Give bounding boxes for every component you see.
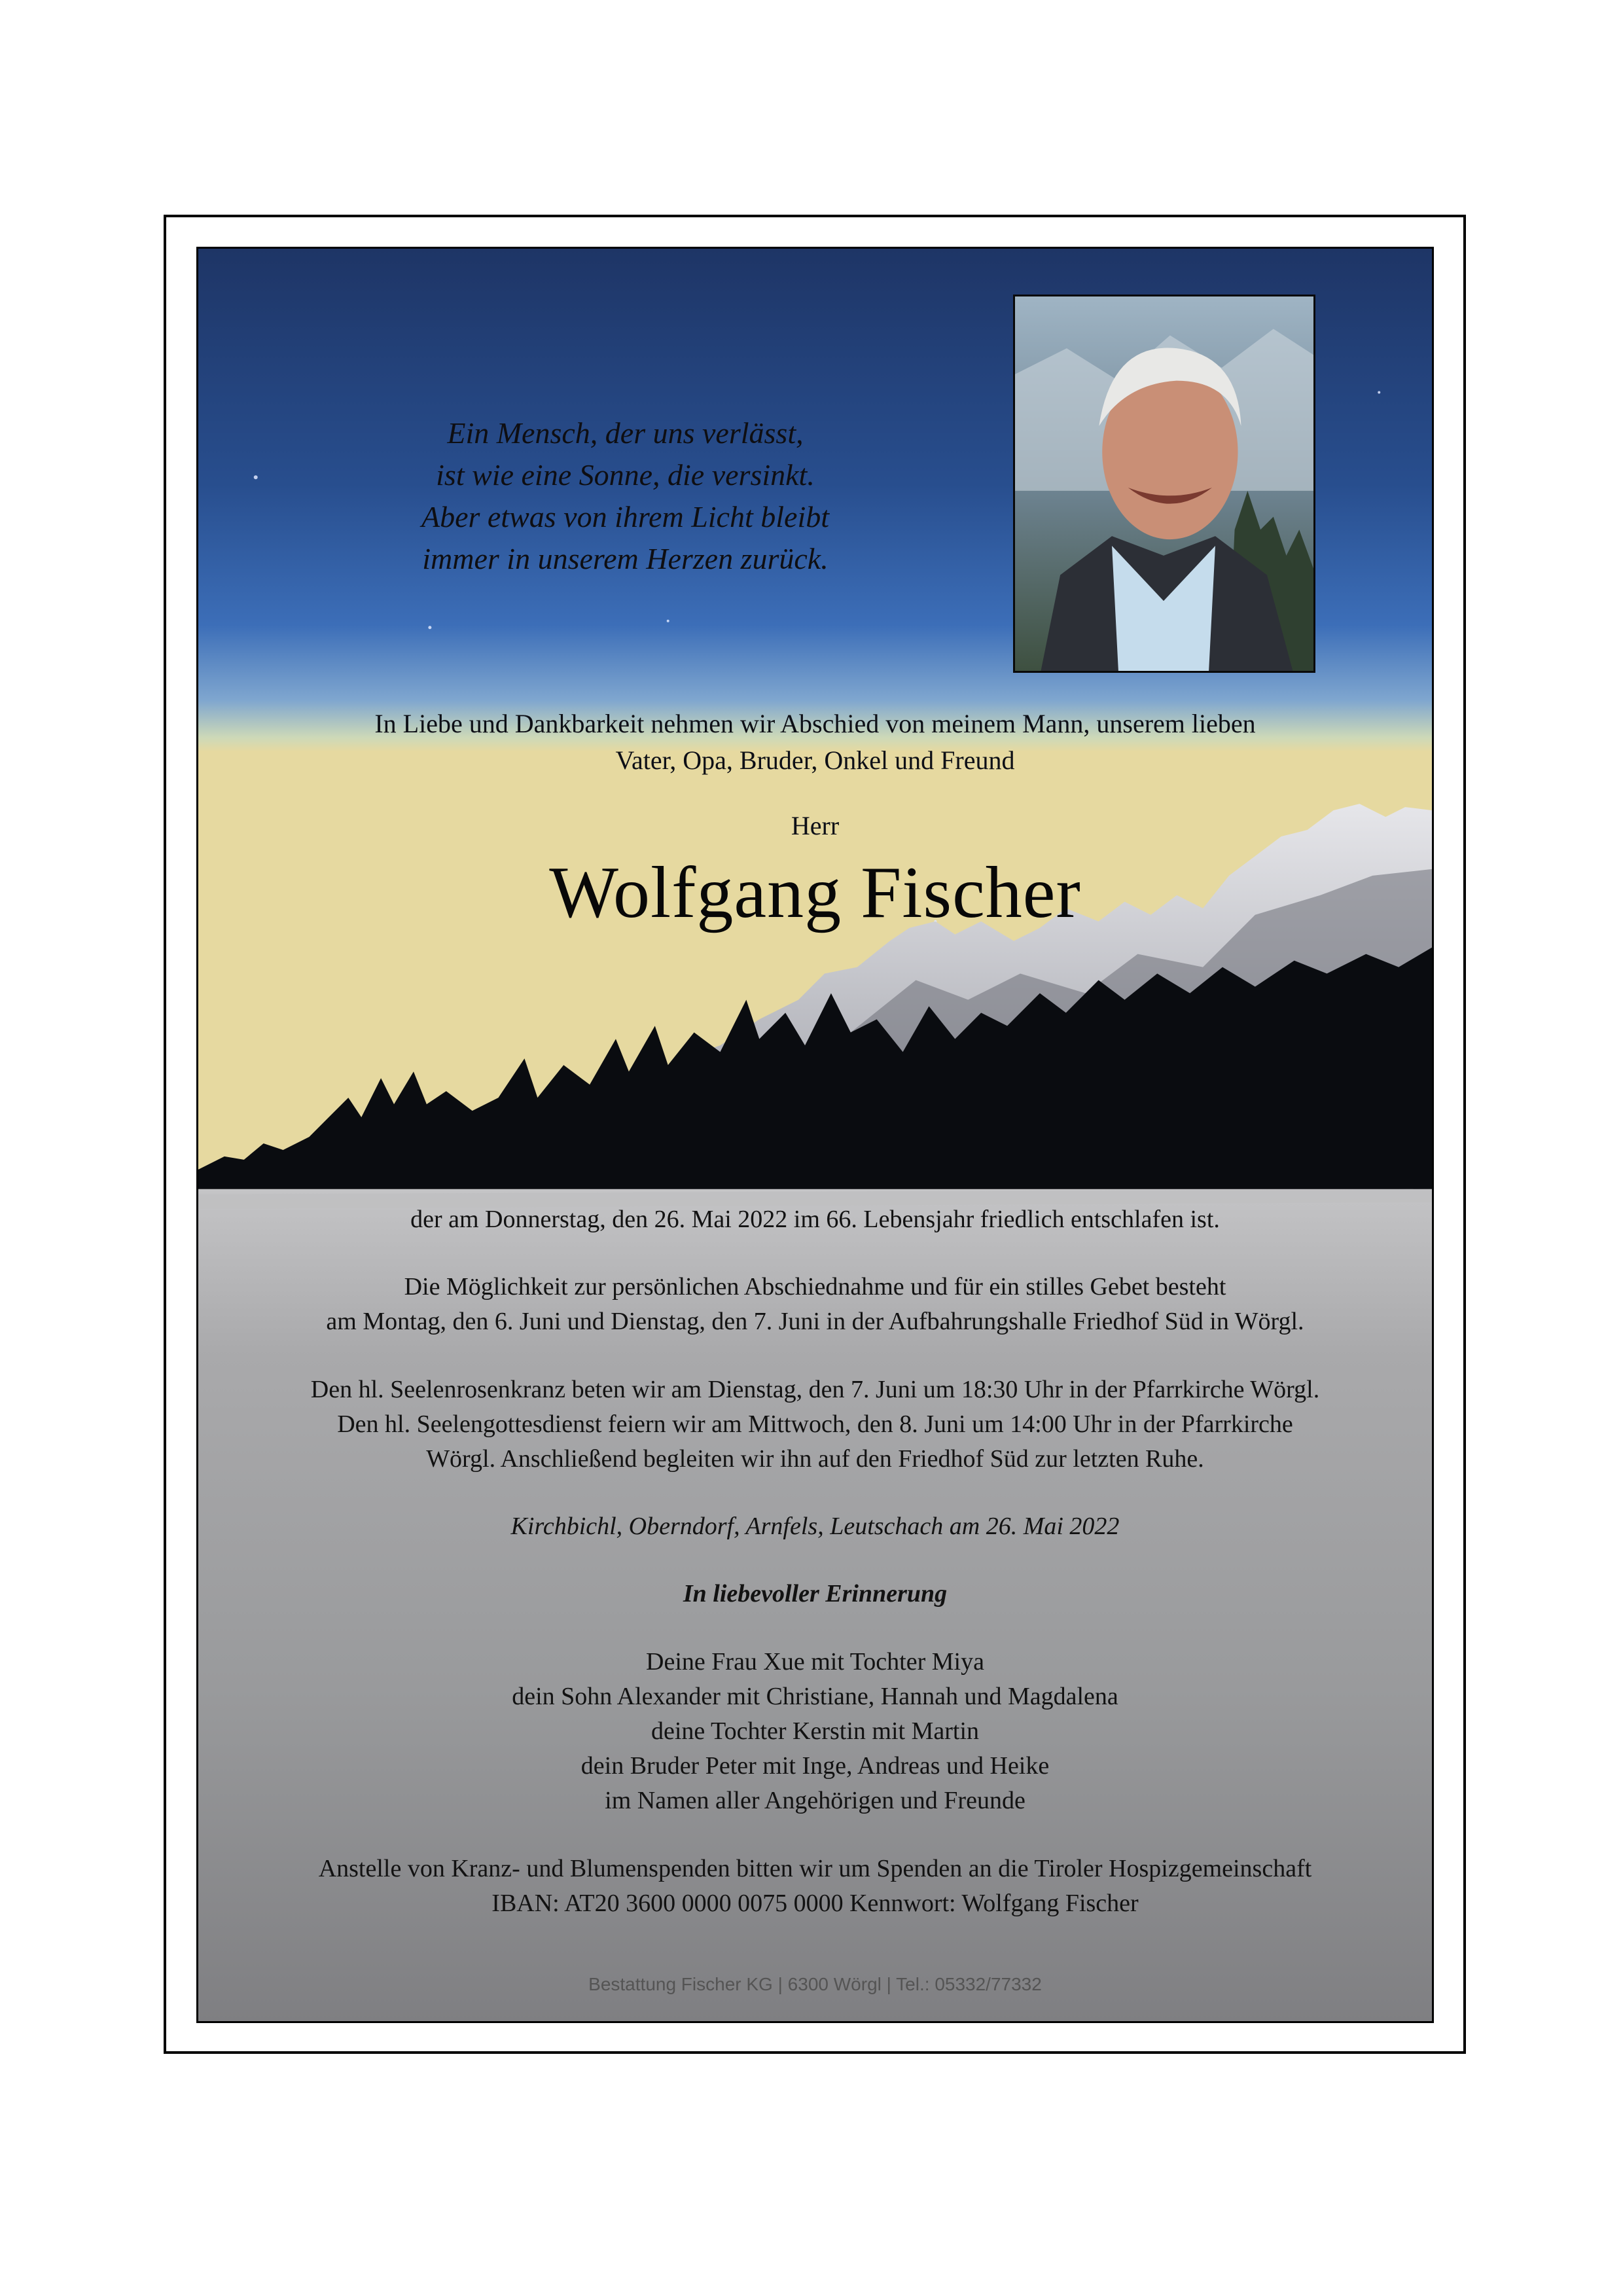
remembrance-heading: In liebevoller Erinnerung [683, 1580, 948, 1607]
deceased-name: Wolfgang Fischer [549, 852, 1081, 933]
portrait-image [1015, 296, 1313, 671]
donation-line-2: IBAN: AT20 3600 0000 0075 0000 Kennwort: Wolfgang Fischer [491, 1890, 1139, 1917]
quote-line-2: ist wie eine Sonne, die versinkt. [436, 458, 815, 492]
portrait-photo [1013, 295, 1315, 673]
mourner-line: dein Sohn Alexander mit Christiane, Hannah und Magdalena [512, 1683, 1118, 1710]
mass-line-1: Den hl. Seelengottesdienst feiern wir am Mittwoch, den 8. Juni um 14:00 Uhr in der Pfarrkirche [337, 1410, 1293, 1438]
intro-line-1: In Liebe und Dankbarkeit nehmen wir Abschied von meinem Mann, unserem lieben [374, 709, 1256, 738]
places-date: Kirchbichl, Oberndorf, Arnfels, Leutschach am 26. Mai 2022 [510, 1513, 1120, 1540]
quote-line-3: Aber etwas von ihrem Licht bleibt [421, 500, 830, 533]
funeral-home-footer: Bestattung Fischer KG | 6300 Wörgl | Tel.: 05332/77332 [588, 1974, 1042, 1994]
mourner-line: im Namen aller Angehörigen und Freunde [605, 1787, 1026, 1814]
mourner-line: Deine Frau Xue mit Tochter Miya [646, 1648, 984, 1676]
quote-line-4: immer in unserem Herzen zurück. [422, 542, 829, 575]
farewell-line-1: Die Möglichkeit zur persönlichen Abschiednahme und für ein stilles Gebet besteht [404, 1273, 1226, 1300]
farewell-line-2: am Montag, den 6. Juni und Dienstag, den 7. Juni in der Aufbahrungshalle Friedhof Süd in Wörgl. [326, 1308, 1304, 1335]
mass-line-2: Wörgl. Anschließend begleiten wir ihn auf den Friedhof Süd zur letzten Ruhe. [426, 1445, 1204, 1473]
mourner-line: deine Tochter Kerstin mit Martin [651, 1717, 980, 1745]
salutation: Herr [791, 811, 840, 840]
mourner-line: dein Bruder Peter mit Inge, Andreas und Heike [580, 1752, 1050, 1780]
death-notice: der am Donnerstag, den 26. Mai 2022 im 66. Lebensjahr friedlich entschlafen ist. [410, 1206, 1220, 1233]
intro-line-2: Vater, Opa, Bruder, Onkel und Freund [615, 745, 1015, 775]
donation-line-1: Anstelle von Kranz- und Blumenspenden bitten wir um Spenden an die Tiroler Hospizgemeinschaft [318, 1855, 1312, 1882]
quote-line-1: Ein Mensch, der uns verlässt, [447, 416, 804, 450]
rosary-line: Den hl. Seelenrosenkranz beten wir am Dienstag, den 7. Juni um 18:30 Uhr in der Pfarrkirche Wörgl. [310, 1376, 1320, 1403]
obituary-card [196, 247, 1434, 2023]
